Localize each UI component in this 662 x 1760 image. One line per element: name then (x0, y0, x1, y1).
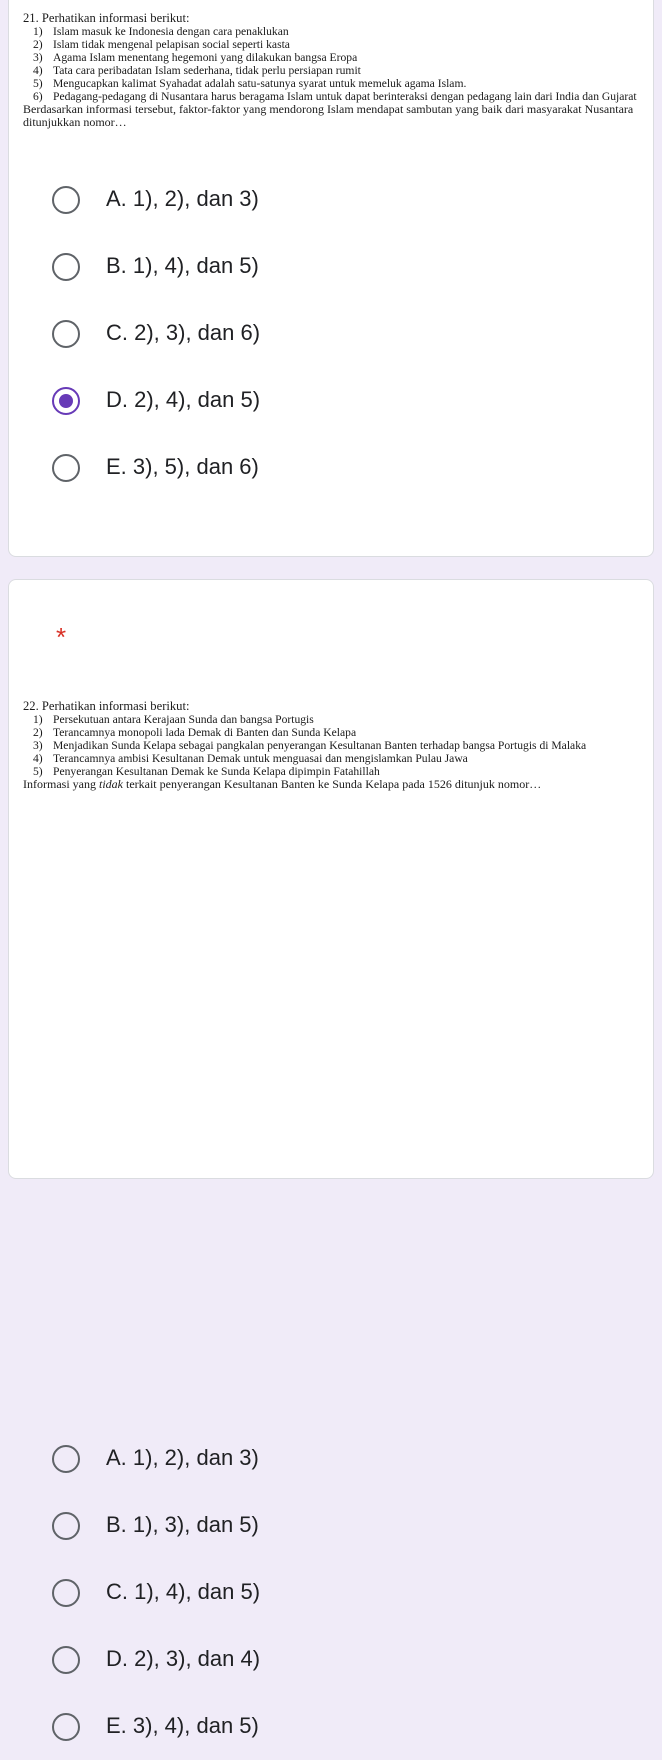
radio-button[interactable] (52, 1579, 80, 1607)
option-label[interactable]: B. 1), 3), dan 5) (106, 1512, 259, 1537)
list-item (21, 77, 641, 90)
item-text: Penyerangan Kesultanan Demak ke Sunda Kelapa dipimpin Fatahillah (53, 765, 380, 778)
option-c[interactable] (9, 307, 653, 367)
closing-text-end: terkait penyerangan Kesultanan Banten ke Sunda Kelapa pada 1526 ditunjuk nomor… (122, 777, 542, 791)
item-text: Menjadikan Sunda Kelapa sebagai pangkalan penyerangan Kesultanan Banten terhadap bangsa Portugis di Malaka (53, 739, 587, 752)
question-card-21 (8, 0, 654, 557)
item-number: 1) (33, 713, 43, 726)
item-text: Islam masuk ke Indonesia dengan cara penaklukan (53, 25, 289, 38)
option-a[interactable] (9, 173, 653, 233)
option-label[interactable]: A. 1), 2), dan 3) (106, 186, 259, 211)
option-label[interactable]: D. 2), 3), dan 4) (106, 1646, 261, 1671)
item-number: 6) (33, 90, 43, 103)
closing-text-emphasis: tidak (98, 777, 123, 791)
item-number: 4) (33, 752, 43, 765)
item-text: Terancamnya ambisi Kesultanan Demak untuk menguasai dan mengislamkan Pulau Jawa (53, 752, 468, 765)
option-label[interactable]: D. 2), 4), dan 5) (106, 387, 261, 412)
radio-button[interactable] (52, 1646, 80, 1674)
list-item (21, 765, 641, 778)
option-label[interactable]: B. 1), 4), dan 5) (106, 253, 259, 278)
option-label[interactable]: E. 3), 5), dan 6) (106, 454, 259, 479)
radio-button[interactable] (52, 186, 80, 214)
question-22-title: 22. Perhatikan informasi berikut: (23, 699, 190, 713)
radio-button[interactable] (52, 320, 80, 348)
radio-button[interactable] (52, 253, 80, 281)
list-item (21, 90, 641, 103)
radio-button[interactable] (52, 454, 80, 482)
question-21-items (21, 25, 641, 103)
required-asterisk: * (56, 622, 67, 652)
item-text: Terancamnya monopoli lada Demak di Banten dan Sunda Kelapa (53, 726, 357, 739)
item-number: 2) (33, 726, 43, 739)
list-item (21, 25, 641, 38)
option-b[interactable] (9, 240, 653, 300)
radio-button[interactable] (52, 387, 80, 415)
list-item (21, 51, 641, 64)
list-item (21, 752, 641, 765)
question-21-text (21, 12, 641, 129)
item-number: 5) (33, 77, 43, 90)
list-item (21, 64, 641, 77)
option-c[interactable] (9, 1566, 653, 1626)
option-label[interactable]: A. 1), 2), dan 3) (106, 1445, 259, 1470)
item-number: 4) (33, 64, 43, 77)
item-text: Agama Islam menentang hegemoni yang dilakukan bangsa Eropa (53, 51, 358, 64)
item-text: Pedagang-pedagang di Nusantara harus beragama Islam untuk dapat berinteraksi dengan pedagang lain dari India dan Gujarat (53, 90, 637, 103)
radio-button[interactable] (52, 1713, 80, 1741)
option-b[interactable] (9, 1499, 653, 1559)
option-e[interactable] (9, 441, 653, 501)
question-card-22 (8, 579, 654, 1738)
radio-button[interactable] (52, 1445, 80, 1473)
item-number: 3) (33, 739, 43, 752)
item-number: 1) (33, 25, 43, 38)
question-21-closing: Berdasarkan informasi tersebut, faktor-faktor yang mendorong Islam mendapat sambutan yang baik dari masyarakat Nusantara ditunjukkan nomor… (23, 102, 634, 129)
item-number: 2) (33, 38, 43, 51)
list-item (21, 726, 641, 739)
option-a[interactable] (9, 1432, 653, 1492)
list-item (21, 38, 641, 51)
list-item (21, 713, 641, 726)
option-label[interactable]: C. 1), 4), dan 5) (106, 1579, 261, 1604)
option-d[interactable] (9, 374, 653, 434)
item-text: Islam tidak mengenal pelapisan social seperti kasta (53, 38, 290, 51)
list-item (21, 739, 641, 752)
question-22-closing (23, 778, 641, 791)
closing-text-start: Informasi yang (23, 777, 99, 791)
item-number: 5) (33, 765, 43, 778)
option-label[interactable]: C. 2), 3), dan 6) (106, 320, 261, 345)
question-22-items (21, 713, 641, 778)
option-d[interactable] (9, 1633, 653, 1693)
question-22-text (21, 700, 641, 791)
option-label[interactable]: E. 3), 4), dan 5) (106, 1713, 259, 1738)
radio-button[interactable] (52, 1512, 80, 1540)
question-21-title: 21. Perhatikan informasi berikut: (23, 11, 190, 25)
item-text: Persekutuan antara Kerajaan Sunda dan bangsa Portugis (53, 713, 314, 726)
item-number: 3) (33, 51, 43, 64)
item-text: Tata cara peribadatan Islam sederhana, tidak perlu persiapan rumit (53, 64, 361, 77)
item-text: Mengucapkan kalimat Syahadat adalah satu-satunya syarat untuk memeluk agama Islam. (53, 77, 467, 90)
option-e[interactable] (9, 1700, 653, 1760)
